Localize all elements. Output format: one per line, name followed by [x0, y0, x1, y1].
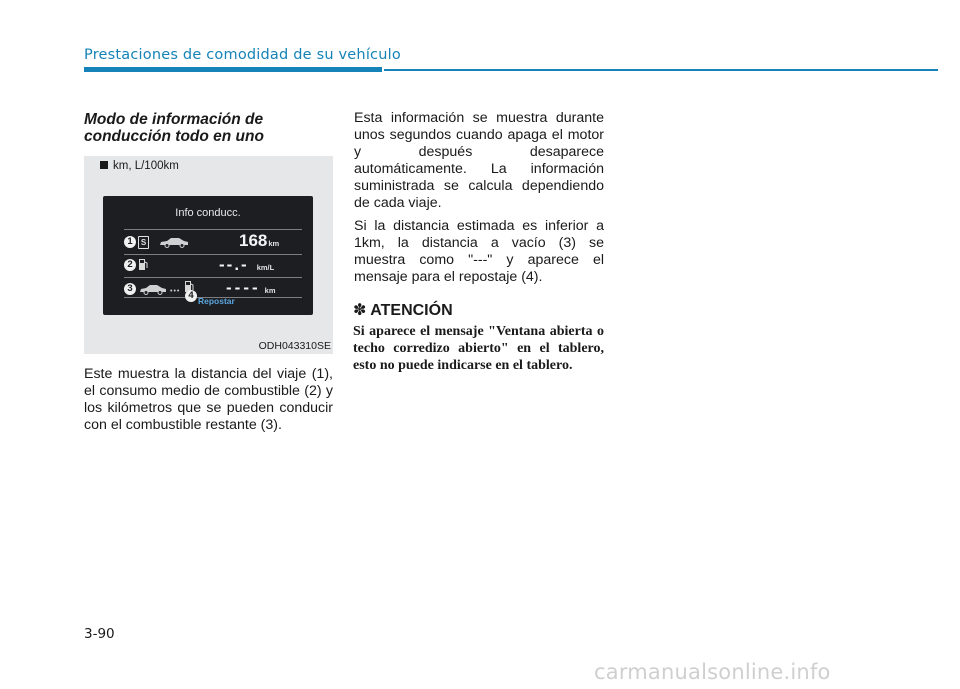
cluster-screen: [103, 196, 313, 315]
badge-2: 2: [124, 259, 136, 271]
screen-divider: [124, 254, 302, 255]
attention-heading: ✽ ATENCIÓN: [353, 302, 453, 319]
dots-icon: •••: [170, 288, 181, 295]
screen-divider: [124, 229, 302, 230]
square-bullet-icon: [100, 161, 108, 169]
average-consumption-value: [219, 255, 274, 275]
trip-distance-unit: km: [268, 239, 280, 248]
figure-code: ODH043310SE: [258, 340, 331, 352]
badge-4: 4: [185, 290, 197, 302]
right-paragraph-1: Esta información se muestra durante unos segundos cuando apaga el motor y después desaparece automáticamente. La información suministrada se calcula dependiendo de cada viaje.: [354, 110, 604, 211]
car-icon: [158, 236, 190, 248]
distance-to-empty-unit: km: [264, 286, 276, 295]
trip-distance-value: [239, 231, 279, 251]
page-header-title: Prestaciones de comodidad de su vehículo: [84, 47, 401, 63]
attention-body: Si aparece el mensaje "Ventana abierta o techo corredizo abierto" en el tablero, esto no puede indicarse en el tablero.: [353, 324, 604, 373]
watermark: carmanualsonline.info: [594, 660, 831, 684]
header-rule-thick: [84, 67, 382, 72]
figure-caption: [100, 160, 179, 172]
fuel-pump-icon: [138, 258, 148, 271]
badge-3: 3: [124, 283, 136, 295]
average-consumption-number: --.-: [219, 255, 249, 274]
screen-title: Info conducc.: [175, 207, 241, 219]
section-heading: Modo de información de conducción todo en uno: [84, 111, 264, 145]
distance-to-empty-number: ----: [226, 278, 261, 297]
trip-distance-number: 168: [239, 231, 268, 250]
page-number: 3-90: [84, 626, 115, 642]
car-icon: [138, 283, 168, 295]
figure: [84, 156, 333, 354]
figure-caption-text: km, L/100km: [113, 160, 179, 172]
left-body-text: [84, 366, 333, 440]
left-paragraph: Este muestra la distancia del viaje (1), el consumo medio de combustible (2) y los kilómetros que se pueden conducir con el combustible restante (3).: [84, 366, 333, 433]
header-rule-thin: [384, 69, 938, 71]
s-trip-icon: [138, 236, 149, 249]
right-paragraph-2: Si la distancia estimada es inferior a 1km, la distancia a vacío (3) se muestra como "---" y aparece el mensaje para el repostaje (4).: [354, 218, 604, 285]
badge-1: 1: [124, 236, 136, 248]
right-body-text: [354, 110, 604, 292]
s-trip-label: S: [140, 238, 147, 247]
refuel-message: Repostar: [198, 296, 235, 306]
distance-to-empty-value: [226, 278, 276, 298]
average-consumption-unit: km/L: [256, 263, 275, 272]
